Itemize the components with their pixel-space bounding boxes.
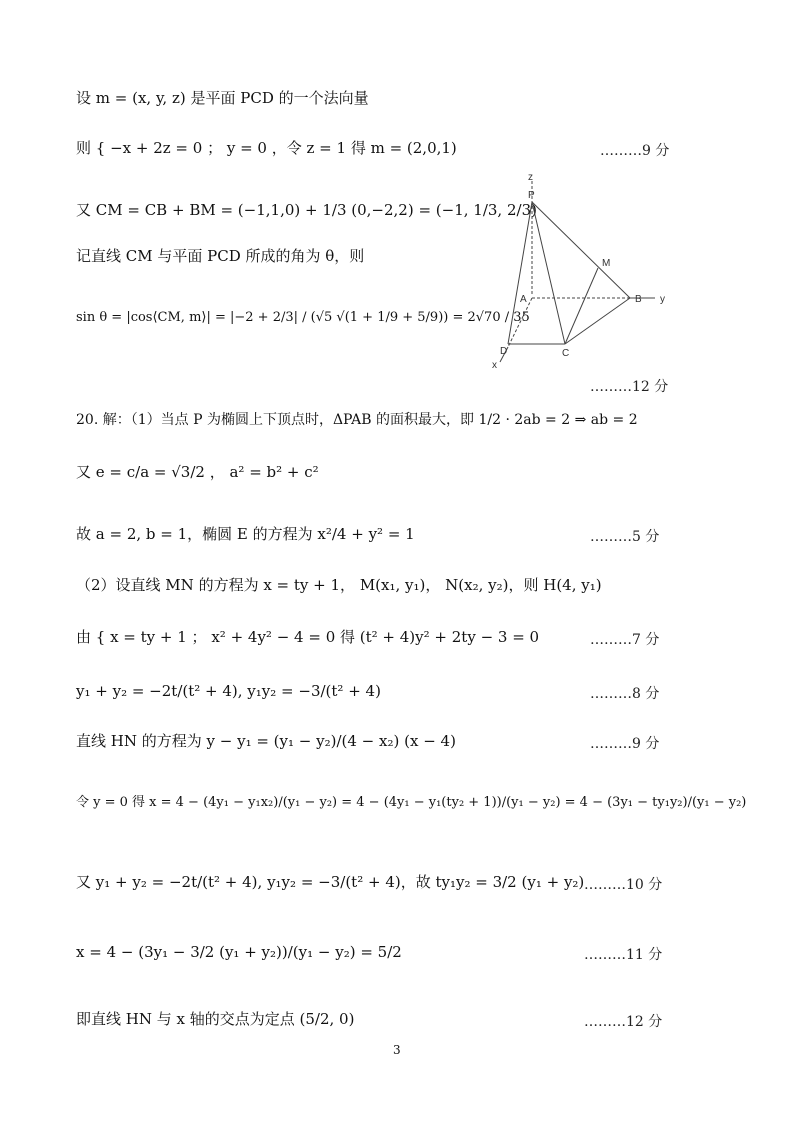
text-line-3: 又 CM = CB + BM = (−1,1,0) + 1/3 (0,−2,2) = (−1, 1/3, 2/3) bbox=[76, 201, 537, 219]
figure-label-P: P bbox=[528, 190, 535, 201]
figure-label-B: B bbox=[635, 294, 642, 305]
score-marker: ………9 分 bbox=[590, 736, 660, 752]
text-line-4: 记直线 CM 与平面 PCD 所成的角为 θ，则 bbox=[76, 247, 365, 265]
text-line-2: 则 { −x + 2z = 0 ； y = 0 ，令 z = 1 得 m = (2,0,1) bbox=[76, 139, 457, 157]
text-line-16: 即直线 HN 与 x 轴的交点为定点 (5/2, 0) bbox=[76, 1010, 355, 1028]
text-line-9: （2）设直线 MN 的方程为 x = ty + 1， M(x₁, y₁)， N(x₂, y₂)，则 H(4, y₁) bbox=[76, 576, 602, 594]
text-line-5: sin θ = |cos⟨CM, m⟩| = |−2 + 2/3| / (√5 √(1 + 1/9 + 5/9)) = 2√70 / 35 bbox=[76, 310, 530, 325]
score-marker: ………11 分 bbox=[584, 947, 663, 963]
text-line-13: 令 y = 0 得 x = 4 − (4y₁ − y₁x₂)/(y₁ − y₂) = 4 − (4y₁ − y₁(ty₂ + 1))/(y₁ − y₂) = 4 − (3y₁ − ty₁y₂)/(y₁ − y₂) bbox=[76, 795, 747, 810]
text-line-11: y₁ + y₂ = −2t/(t² + 4), y₁y₂ = −3/(t² + 4) bbox=[76, 682, 381, 700]
score-marker: ………8 分 bbox=[590, 686, 660, 702]
figure-label-C: C bbox=[562, 348, 570, 359]
score-marker: ………12 分 bbox=[584, 1014, 663, 1030]
score-marker: ………7 分 bbox=[590, 632, 660, 648]
text-line-7: 又 e = c/a = √3/2 ， a² = b² + c² bbox=[76, 463, 319, 481]
text-line-15: x = 4 − (3y₁ − 3/2 (y₁ + y₂))/(y₁ − y₂) = 5/2 bbox=[76, 943, 402, 961]
text-line-10: 由 { x = ty + 1 ； x² + 4y² − 4 = 0 得 (t² + 4)y² + 2ty − 3 = 0 bbox=[76, 628, 540, 646]
text-line-14: 又 y₁ + y₂ = −2t/(t² + 4), y₁y₂ = −3/(t² + 4)，故 ty₁y₂ = 3/2 (y₁ + y₂) bbox=[76, 873, 585, 891]
figure-label-M: M bbox=[602, 258, 611, 269]
figure-label-z: z bbox=[528, 172, 533, 183]
figure-label-A: A bbox=[520, 294, 527, 305]
text-line-1: 设 m = (x, y, z) 是平面 PCD 的一个法向量 bbox=[76, 89, 369, 107]
score-marker: ………12 分 bbox=[590, 379, 669, 395]
page-number: 3 bbox=[393, 1043, 401, 1057]
figure-label-x: x bbox=[492, 360, 497, 371]
text-line-6: 20. 解：（1）当点 P 为椭圆上下顶点时，ΔPAB 的面积最大，即 1/2 · 2ab = 2 ⇒ ab = 2 bbox=[76, 412, 638, 428]
score-marker: ………9 分 bbox=[600, 143, 670, 159]
figure-label-y: y bbox=[660, 294, 665, 305]
text-line-8: 故 a = 2, b = 1，椭圆 E 的方程为 x²/4 + y² = 1 bbox=[76, 525, 415, 543]
pyramid-figure bbox=[490, 172, 670, 372]
score-marker: ………10 分 bbox=[584, 877, 663, 893]
text-line-12: 直线 HN 的方程为 y − y₁ = (y₁ − y₂)/(4 − x₂) (x − 4) bbox=[76, 732, 456, 750]
score-marker: ………5 分 bbox=[590, 529, 660, 545]
figure-label-D: D bbox=[500, 346, 508, 357]
